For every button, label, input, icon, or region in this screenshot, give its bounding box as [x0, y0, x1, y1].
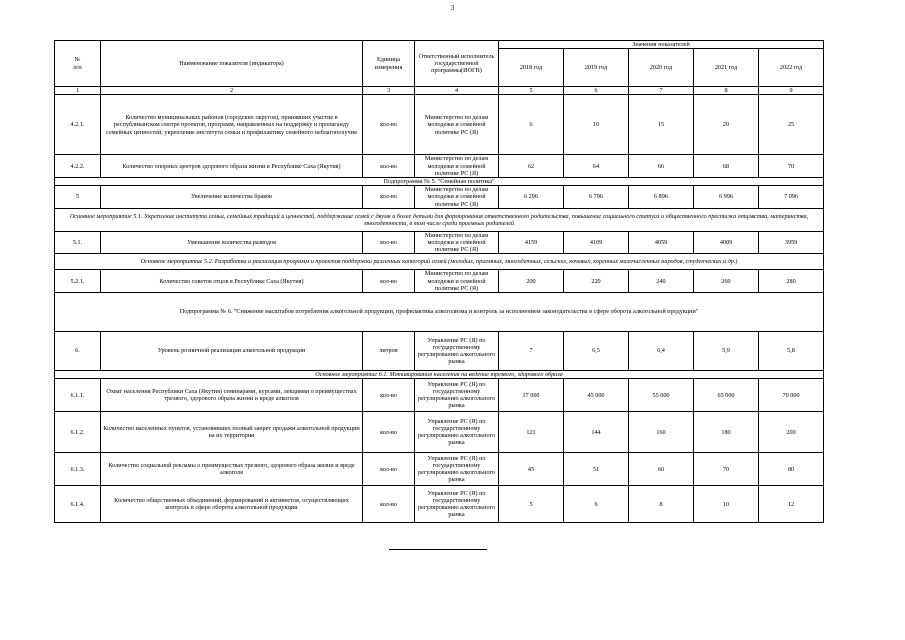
indicator-value: 3959 [759, 231, 824, 254]
column-number: 4 [415, 87, 499, 95]
column-numbers-row [55, 87, 824, 95]
column-number: 9 [759, 87, 824, 95]
row-number: 6. [55, 332, 101, 371]
executor: Министерство по делам молодежи и семейной политике РС (Я) [415, 186, 499, 209]
indicator-value: 6 796 [564, 186, 629, 209]
indicator-name: Количество муниципальных районов (городских округов), принявших участие в республиканском смотре проектов, программ, направленных на поддержку и пропаганду семейных ценностей, укрепление института семьи и профилактику семейного неблагополучия [101, 95, 363, 155]
executor: Управление РС (Я) по государственному регулированию алкогольного рынка [415, 453, 499, 486]
indicator-value: 6 996 [694, 186, 759, 209]
executor: Министерство по делам молодежи и семейной политике РС (Я) [415, 231, 499, 254]
column-number: 8 [694, 87, 759, 95]
executor: Министерство по делам молодежи и семейной политике РС (Я) [415, 95, 499, 155]
indicator-name: Увеличение количества браков [101, 186, 363, 209]
column-number: 1 [55, 87, 101, 95]
indicator-name: Количество советов отцов в Республике Саха (Якутия) [101, 270, 363, 293]
header-year: 2019 год [564, 49, 629, 87]
indicator-value: 5 [499, 486, 564, 523]
table-row [55, 412, 824, 453]
executor: Управление РС (Я) по государственному регулированию алкогольного рынка [415, 412, 499, 453]
subprogram-row [55, 178, 824, 186]
indicator-value: 6 [564, 486, 629, 523]
indicator-value: 10 [694, 486, 759, 523]
indicator-value: 15 [629, 95, 694, 155]
indicator-value: 7 096 [759, 186, 824, 209]
row-number: 5.2.1. [55, 270, 101, 293]
indicator-name: Количество социальной рекламы о преимуществах трезвого, здорового образа жизни и вреде алкоголя [101, 453, 363, 486]
column-number: 2 [101, 87, 363, 95]
indicator-value: 6,4 [629, 332, 694, 371]
subprogram-row [55, 293, 824, 332]
indicator-value: 6 296 [499, 186, 564, 209]
unit: кол-во [363, 379, 415, 412]
indicator-value: 65 000 [694, 379, 759, 412]
table-body [55, 41, 824, 523]
row-number: 4.2.2. [55, 155, 101, 178]
indicator-value: 5,9 [694, 332, 759, 371]
indicator-value: 12 [759, 486, 824, 523]
executor: Управление РС (Я) по государственному регулированию алкогольного рынка [415, 379, 499, 412]
unit: кол-во [363, 486, 415, 523]
indicator-value: 55 000 [629, 379, 694, 412]
indicator-value: 4159 [499, 231, 564, 254]
table-row [55, 231, 824, 254]
unit: кол-во [363, 270, 415, 293]
indicator-value: 60 [629, 453, 694, 486]
header-year: 2018 год [499, 49, 564, 87]
activity-row [55, 208, 824, 231]
executor: Управление РС (Я) по государственному регулированию алкогольного рынка [415, 332, 499, 371]
row-number: 6.1.4. [55, 486, 101, 523]
indicator-value: 7 [499, 332, 564, 371]
unit: кол-во [363, 95, 415, 155]
row-number: 6.1.2. [55, 412, 101, 453]
header-row [55, 41, 824, 49]
indicator-name: Количество общественных объединений, формирований и активистов, осуществляющих контроль в сфере оборота алкогольной продукции [101, 486, 363, 523]
activity-title: Основное мероприятие 6.1. Мотивирования населения на ведение трезвого, здорового образа [55, 371, 824, 379]
table-row [55, 95, 824, 155]
row-number: 6.1.3. [55, 453, 101, 486]
indicator-value: 64 [564, 155, 629, 178]
activity-title: Основное мероприятие 5.1. Укрепление института семьи, семейных традиций и ценностей, поддержание семей с двумя и более детьми для формирования ответственного родительства, повышение социального статуса и общественного престижа отцовства, материнства, многодетности, в том числе среди приемных родителей [55, 208, 824, 231]
indicator-value: 6 896 [629, 186, 694, 209]
indicator-value: 66 [629, 155, 694, 178]
executor: Министерство по делам молодежи и семейной политике РС (Я) [415, 155, 499, 178]
unit: кол-во [363, 186, 415, 209]
indicator-value: 37 000 [499, 379, 564, 412]
indicator-value: 280 [759, 270, 824, 293]
executor: Министерство по делам молодежи и семейной политике РС (Я) [415, 270, 499, 293]
header-num: № п/п [55, 41, 101, 87]
indicator-value: 6 [499, 95, 564, 155]
unit: кол-во [363, 412, 415, 453]
header-year: 2020 год [629, 49, 694, 87]
indicator-value: 10 [564, 95, 629, 155]
table-row [55, 379, 824, 412]
indicator-value: 45 [499, 453, 564, 486]
header-exec: Ответственный исполнитель государственной программы(ИОГВ) [415, 41, 499, 87]
header-name: Наименование показателя (индикатора) [101, 41, 363, 87]
indicator-name: Уменьшение количества разводов [101, 231, 363, 254]
indicator-value: 260 [694, 270, 759, 293]
indicator-value: 200 [499, 270, 564, 293]
column-number: 6 [564, 87, 629, 95]
column-number: 7 [629, 87, 694, 95]
row-number: 6.1.1. [55, 379, 101, 412]
indicator-value: 8 [629, 486, 694, 523]
unit: кол-во [363, 155, 415, 178]
activity-title: Основное мероприятие 5.2. Разработка и реализация программ и проектов поддержки различных категорий семей (молодых, приемных, многодетных, сельских, кочевых, коренных малочисленных народов, студенческих и др.) [55, 254, 824, 270]
subprogram-title: Подпрограмма № 5. "Семейная политика" [55, 178, 824, 186]
indicator-value: 20 [694, 95, 759, 155]
row-number: 5.1. [55, 231, 101, 254]
indicator-value: 220 [564, 270, 629, 293]
subprogram-title: Подпрограмма № 6. "Снижение масштабов потребления алкогольной продукции, профилактика алкоголизма и контроль за исполнением законодательства в сфере оборота алкогольной продукции" [55, 293, 824, 332]
table-row [55, 453, 824, 486]
indicator-value: 144 [564, 412, 629, 453]
indicator-name: Уровень розничной реализации алкогольной продукции [101, 332, 363, 371]
activity-row [55, 254, 824, 270]
column-number: 3 [363, 87, 415, 95]
indicator-name: Количество опорных центров здорового образа жизни в Республике Саха (Якутия) [101, 155, 363, 178]
unit: литров [363, 332, 415, 371]
table-row [55, 186, 824, 209]
row-number: 5 [55, 186, 101, 209]
indicator-value: 80 [759, 453, 824, 486]
table-row [55, 155, 824, 178]
indicator-value: 240 [629, 270, 694, 293]
indicator-value: 6,5 [564, 332, 629, 371]
header-values: Значения показателей [499, 41, 824, 49]
header-year: 2022 год [759, 49, 824, 87]
table-row [55, 486, 824, 523]
indicator-name: Количество населенных пунктов, установивших полный запрет продажи алкогольной продукции на их территории [101, 412, 363, 453]
indicator-value: 70 [694, 453, 759, 486]
indicator-value: 180 [694, 412, 759, 453]
indicator-value: 121 [499, 412, 564, 453]
indicator-value: 4059 [629, 231, 694, 254]
indicator-value: 4109 [564, 231, 629, 254]
indicator-value: 200 [759, 412, 824, 453]
indicator-value: 25 [759, 95, 824, 155]
indicators-table [54, 40, 824, 523]
indicator-name: Охват населения Республики Саха (Якутия) семинарами, курсами, лекциями о преимуществах трезвого, здорового образа жизни и вреде алкоголя [101, 379, 363, 412]
executor: Управление РС (Я) по государственному регулированию алкогольного рынка [415, 486, 499, 523]
column-number: 5 [499, 87, 564, 95]
indicator-value: 70 000 [759, 379, 824, 412]
indicator-value: 68 [694, 155, 759, 178]
indicator-value: 45 000 [564, 379, 629, 412]
header-year: 2021 год [694, 49, 759, 87]
indicator-value: 5,8 [759, 332, 824, 371]
footer-divider [389, 549, 487, 550]
header-unit: Единица измерения [363, 41, 415, 87]
indicator-value: 51 [564, 453, 629, 486]
indicator-value: 160 [629, 412, 694, 453]
table-row [55, 332, 824, 371]
page-number: 3 [450, 4, 455, 12]
indicator-value: 62 [499, 155, 564, 178]
table-row [55, 270, 824, 293]
indicator-value: 70 [759, 155, 824, 178]
unit: кол-во [363, 231, 415, 254]
activity-row [55, 371, 824, 379]
row-number: 4.2.1. [55, 95, 101, 155]
unit: кол-во [363, 453, 415, 486]
indicator-value: 4009 [694, 231, 759, 254]
